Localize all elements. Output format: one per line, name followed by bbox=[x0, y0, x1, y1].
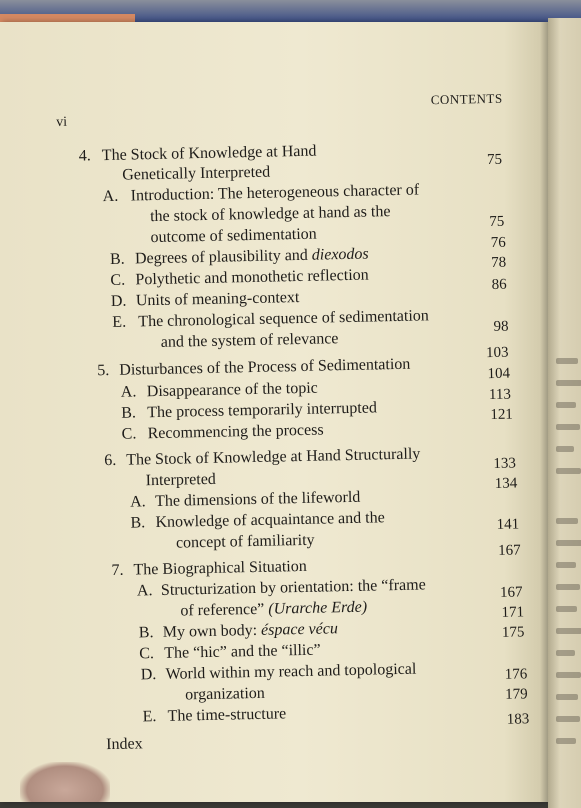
section-7e-page: 179 bbox=[505, 686, 528, 703]
section-6a-letter: A. bbox=[129, 493, 146, 511]
section-7a-italic: (Urarche Erde) bbox=[268, 598, 368, 618]
section-6a-page: 134 bbox=[494, 475, 518, 492]
section-5b-page: 113 bbox=[488, 386, 512, 404]
chapter-5-title: Disturbances of the Process of Sedimentation bbox=[119, 355, 411, 379]
section-4d-page: 86 bbox=[491, 276, 507, 293]
page-number: vi bbox=[55, 114, 68, 131]
chapter-7-number: 7. bbox=[111, 561, 124, 579]
section-5c-page: 121 bbox=[490, 406, 514, 424]
chapter-7-title: The Biographical Situation bbox=[133, 557, 307, 579]
section-4b-letter: B. bbox=[109, 250, 125, 268]
chapter-6-number: 6. bbox=[104, 451, 117, 470]
section-6a-title: The dimensions of the lifeworld bbox=[154, 488, 361, 511]
section-4b-italic: diexodos bbox=[311, 245, 369, 264]
section-4e-letter: E. bbox=[112, 313, 127, 331]
section-7e-letter: E. bbox=[142, 708, 157, 726]
chapter-4-title-cont: Genetically Interpreted bbox=[122, 163, 271, 184]
running-head: CONTENTS bbox=[430, 90, 503, 108]
index-page: 183 bbox=[506, 711, 530, 728]
section-4e-title-cont: and the system of relevance bbox=[160, 330, 339, 351]
chapter-6-page: 133 bbox=[493, 455, 517, 472]
section-5a-letter: A. bbox=[120, 383, 137, 401]
section-5a-page: 104 bbox=[487, 365, 511, 383]
section-7c-title: The “hic” and the “illic” bbox=[164, 641, 321, 662]
section-7d-title-cont: organization bbox=[184, 684, 266, 704]
section-5b-letter: B. bbox=[121, 404, 137, 422]
section-4b-title: Degrees of plausibility and diexodos bbox=[134, 245, 369, 268]
chapter-5-number: 5. bbox=[97, 361, 110, 380]
section-7c-page: 175 bbox=[501, 624, 525, 641]
section-5c-letter: C. bbox=[121, 425, 137, 443]
section-7a-title-cont: of reference” (Urarche Erde) bbox=[180, 598, 368, 620]
chapter-5-page: 103 bbox=[485, 344, 509, 362]
section-4c-page: 78 bbox=[491, 254, 507, 271]
section-4a-title-cont2: outcome of sedimentation bbox=[150, 225, 317, 247]
section-7b-italic: éspace vécu bbox=[260, 620, 339, 639]
section-5b-title: The process temporarily interrupted bbox=[147, 399, 378, 422]
chapter-4-title: The Stock of Knowledge at Hand bbox=[101, 142, 317, 165]
section-7a-title: Structurization by orientation: the “frame bbox=[160, 576, 426, 599]
section-6b-title: Knowledge of acquaintance and the bbox=[155, 509, 385, 532]
chapter-6-title: The Stock of Knowledge at Hand Structurally bbox=[126, 445, 421, 469]
section-4d-letter: D. bbox=[110, 292, 127, 310]
chapter-4-number: 4. bbox=[78, 147, 92, 165]
section-4a-letter: A. bbox=[102, 187, 119, 206]
chapter-4-page: 75 bbox=[486, 151, 503, 169]
section-7b-page: 171 bbox=[501, 604, 525, 621]
section-7b-title: My own body: éspace vécu bbox=[162, 620, 339, 641]
section-4e-title: The chronological sequence of sedimentation bbox=[138, 307, 430, 331]
section-4a-title: Introduction: The heterogeneous character of bbox=[130, 181, 420, 205]
section-4c-title: Polythetic and monothetic reflection bbox=[135, 266, 369, 289]
chapter-6-title-cont: Interpreted bbox=[145, 470, 217, 490]
section-7c-letter: C. bbox=[139, 645, 155, 663]
section-7a-page: 167 bbox=[499, 584, 523, 601]
section-4a-title-cont: the stock of knowledge at hand as the bbox=[149, 203, 391, 226]
section-7b-letter: B. bbox=[138, 624, 154, 642]
section-5a-title: Disappearance of the topic bbox=[146, 379, 318, 401]
section-6b-letter: B. bbox=[130, 514, 146, 532]
section-4c-letter: C. bbox=[110, 271, 126, 289]
section-4d-title: Units of meaning-context bbox=[135, 288, 300, 310]
section-7d-page: 176 bbox=[504, 666, 528, 683]
section-6b-page: 141 bbox=[496, 516, 520, 533]
section-4a-page: 75 bbox=[489, 213, 505, 230]
section-5c-title: Recommencing the process bbox=[147, 421, 324, 443]
section-7a-letter: A. bbox=[136, 582, 153, 600]
section-6b-title-cont: concept of familiarity bbox=[175, 531, 315, 552]
section-7d-title: World within my reach and topological bbox=[165, 660, 417, 683]
index-label: Index bbox=[105, 735, 143, 754]
chapter-7-page: 167 bbox=[498, 542, 521, 559]
section-7d-letter: D. bbox=[140, 666, 157, 684]
section-4b-page: 76 bbox=[490, 234, 506, 251]
section-4e-page: 98 bbox=[493, 318, 509, 335]
section-7e-title: The time-structure bbox=[167, 705, 287, 725]
